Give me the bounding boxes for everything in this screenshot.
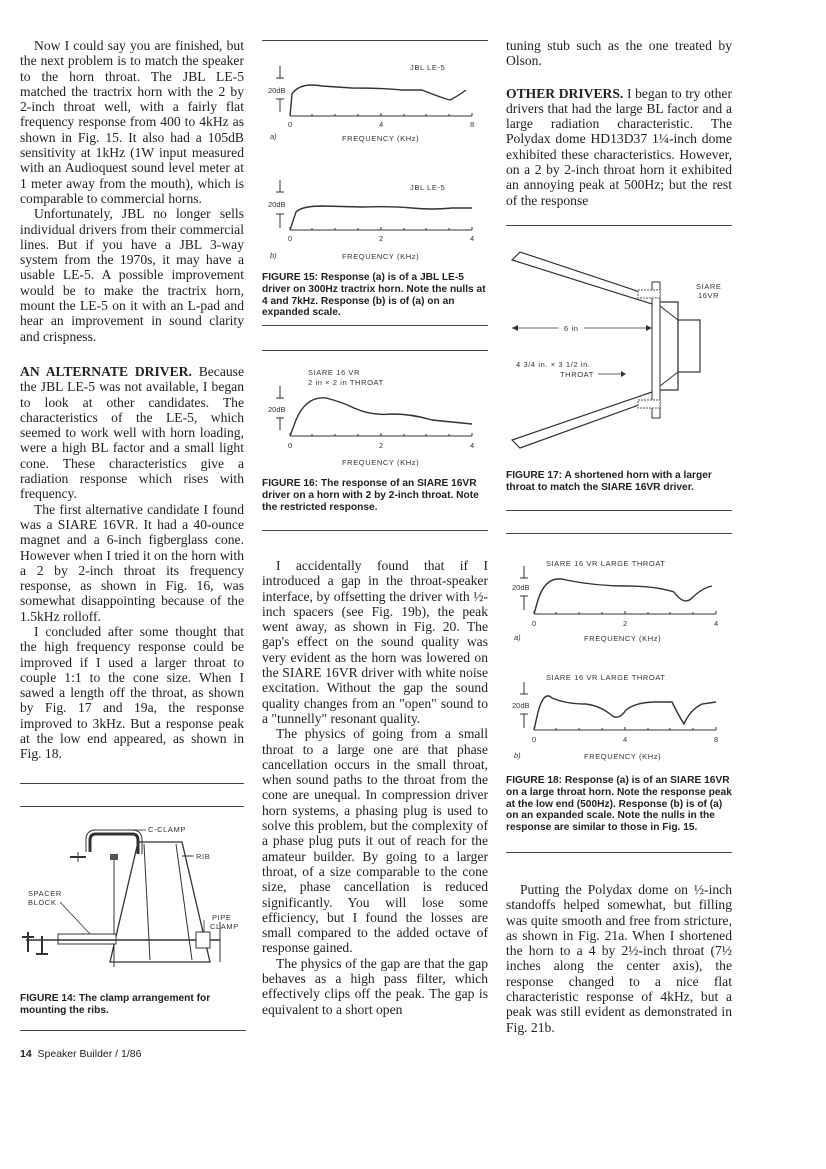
figure-14-caption: FIGURE 14: The clamp arrangement for mounting the ribs. (20, 993, 211, 1016)
divider (506, 852, 732, 853)
db-scale-label: 20dB (268, 405, 286, 414)
chart-title: SIARE 16 VR LARGE THROAT (546, 559, 666, 568)
column-right (506, 38, 732, 208)
tick-label: 4 (470, 234, 475, 243)
chart-title: SIARE 16 VR (308, 368, 361, 377)
section-heading: AN ALTERNATE DRIVER. (20, 363, 192, 379)
column-left (20, 38, 244, 762)
figure-16-chart (262, 364, 488, 474)
chart-title: SIARE 16 VR LARGE THROAT (546, 673, 666, 682)
chart-title: JBL LE-5 (410, 63, 446, 72)
pipe-label: PIPE (212, 913, 232, 922)
tick-label: 4 (470, 441, 475, 450)
chart-title: JBL LE-5 (410, 183, 446, 192)
x-axis-label: FREQUENCY (KHz) (342, 458, 420, 467)
sub-label: a) (514, 633, 521, 642)
length-label: 6 in (564, 324, 579, 333)
figure-17-caption: FIGURE 17: A shortened horn with a larger throat to match the SIARE 16VR driver. (506, 470, 712, 493)
divider (506, 225, 732, 226)
throat-label: THROAT (560, 370, 594, 379)
column-middle (262, 558, 488, 1017)
rib-label: RIB (196, 852, 211, 861)
column-right-bottom (506, 882, 732, 1035)
x-axis-label: FREQUENCY (KHz) (584, 752, 662, 761)
throat-size-label: 4 3/4 in. × 3 1/2 in. (516, 360, 591, 369)
driver-model-label: 16VR (698, 291, 720, 300)
page-number: 14 (20, 1048, 32, 1060)
db-scale-label: 20dB (512, 701, 530, 710)
paragraph (506, 86, 732, 208)
db-scale-label: 20dB (268, 86, 286, 95)
paragraph: Now I could say you are finished, but the next problem is to match the speaker to the horn throat. The JBL LE-5 matched the tractrix horn with the 2 by 2-inch throat well, with a fairly flat frequency response from 400 to 4kHz as shown in Fig. 15. It also had a 105dB sensitivity at 1kHz (1W input measured with an Audioquest sound level meter at 1 meter away from the mouth), which is comparable to commercial horns. (20, 38, 244, 206)
driver-label: SIARE (696, 282, 722, 291)
paragraph (20, 364, 244, 502)
response-curve (290, 398, 472, 436)
response-curve (534, 696, 716, 730)
divider (262, 40, 488, 41)
sub-label: b) (270, 251, 277, 260)
sub-label: b) (514, 751, 521, 760)
x-axis-label: FREQUENCY (KHz) (342, 134, 420, 143)
divider (506, 510, 732, 511)
tick-label: 8 (714, 735, 719, 744)
paragraph: Unfortunately, JBL no longer sells individual drivers from their commercial lines. But if you have a JBL 3-way system from the 1970s, it may have a usable LE-5. A possible improvement would be to make the tractrix horn, mount the LE-5 on it with an L-pad and hear an improvement in sound clarity and crispness. (20, 206, 244, 344)
tick-label: 2 (623, 619, 628, 628)
x-axis-label: FREQUENCY (KHz) (584, 634, 662, 643)
tick-label: 0 (288, 441, 293, 450)
tick-label: 8 (470, 120, 475, 129)
paragraph-text: Because the JBL LE-5 was not available, I began to look at other candidates. The characteristics of the LE-5, which seemed to work well with horn loading, were a high BL factor and a small light cone. These characteristics give a radiation response which rises with frequency. (20, 363, 244, 502)
tick-label: 0 (532, 735, 537, 744)
figure-15a-chart (262, 54, 488, 154)
tick-label: 2 (379, 441, 384, 450)
x-axis-label: FREQUENCY (KHz) (342, 252, 420, 261)
paragraph: The physics of the gap are that the gap behaves as a high pass filter, which effectively clips off the peak. The gap is equivalent to a short open (262, 955, 488, 1017)
tick-label: 4 (714, 619, 719, 628)
response-curve (534, 579, 712, 614)
figure-18b-chart (506, 668, 732, 768)
chart-subtitle: 2 in × 2 in THROAT (308, 378, 384, 387)
paragraph: I concluded after some thought that the high frequency response could be improved if I used a larger throat to couple 1:1 to the cone size. When I sawed a length off the throat, as shown by Fig. 17 and 19a, the response improved to 3kHz. But a response peak at the low end appeared, as shown in Fig. 18. (20, 623, 244, 762)
page-footer (20, 1048, 141, 1060)
paragraph: tuning stub such as the one treated by Olson. (506, 38, 732, 69)
tick-label: 0 (532, 619, 537, 628)
figure-17-horn-diagram (506, 240, 736, 460)
response-curve (290, 85, 466, 116)
divider (262, 530, 488, 531)
tick-label: 0 (288, 234, 293, 243)
paragraph: Putting the Polydax dome on ½-inch standoffs helped somewhat, but filling was quite smooth and free from stricture, as shown in Fig. 21a. When I shortened the horn to a 4 by 2½-inch throat (7½ inches along the center axis), the response changed to a nice flat characteristic response of 4kHz, but a peak was still evident as demonstrated in Fig. 21b. (506, 882, 732, 1035)
figure-15b-chart (262, 170, 488, 270)
db-scale-label: 20dB (268, 200, 286, 209)
tick-label: 0 (288, 120, 293, 129)
figure-18-caption: FIGURE 18: Response (a) is of an SIARE 16VR on a large throat horn. Note the response peak at the low end (500Hz). Response (b) is of (a) on an expanded scale. Note the nulls in the response are similar to those in Fig. 15. (506, 775, 732, 834)
divider (262, 350, 488, 351)
spacer-label: SPACER (28, 889, 62, 898)
divider (262, 325, 488, 326)
c-clamp-label: C-CLAMP (148, 825, 186, 834)
response-curve (290, 206, 472, 230)
paragraph-text: I began to try other drivers that had the large BL factor and a large radiation characteristic. The Polydax dome HD13D37 1¼-inch dome exhibited these characteristics. However, on a 2 by 2-inch throat horn it exhibited an annoying peak at 500Hz; but the rest of the response (506, 85, 732, 208)
figure-16-caption: FIGURE 16: The response of an SIARE 16VR driver on a horn with 2 by 2-inch throat. Note the restricted response. (262, 478, 479, 513)
divider (20, 783, 244, 784)
divider (506, 533, 732, 534)
figure-15-caption: FIGURE 15: Response (a) is of a JBL LE-5 driver on 300Hz tractrix horn. Note the nulls at 4 and 7kHz. Response (b) is of (a) on an expanded scale. (262, 272, 486, 319)
divider (20, 806, 244, 807)
tick-label: 4 (379, 120, 384, 129)
section-heading: OTHER DRIVERS. (506, 85, 624, 101)
clamp-label: CLAMP (210, 922, 239, 931)
magazine-issue: Speaker Builder / 1/86 (37, 1048, 142, 1060)
figure-14-clamp-diagram (20, 812, 250, 992)
paragraph: The physics of going from a small throat to a large one are that phase cancellation occurs in the small throat, when sound paths to the throat from the cone are unequal. In compression driver horn systems, a phasing plug is used to solve this problem, but the complexity of a phase plug puts it out of reach for the amateur builder. By going to a larger throat, of a size comparable to the cone size, phase cancellation is reduced significantly. You will lose some efficiency, but I found the losses are small compared to the added octave of response gained. (262, 726, 488, 956)
sub-label: a) (270, 132, 277, 141)
divider (20, 1030, 246, 1031)
paragraph: The first alternative candidate I found was a SIARE 16VR. It had a 40-ounce magnet and a 6-inch figberglass cone. However when I tried it on the horn with a 2 by 2-inch throat its frequency response, as shown in Fig. 16, was somewhat disappointing because of the 1.5kHz rolloff. (20, 501, 244, 624)
block-label: BLOCK (28, 898, 57, 907)
tick-label: 2 (379, 234, 384, 243)
figure-18a-chart (506, 552, 732, 652)
paragraph: I accidentally found that if I introduced a gap in the throat-speaker interface, by offsetting the driver with ½-inch spacers (see Fig. 19b), the peak went away, as shown in Fig. 20. The gap's effect on the sound quality was very evident as the horn was lowered on the SIARE 16VR driver with white noise excitation. Without the gap the sound quality changes from an "open" sound to a "tunnelly" resonant quality. (262, 558, 488, 726)
db-scale-label: 20dB (512, 583, 530, 592)
tick-label: 4 (623, 735, 628, 744)
